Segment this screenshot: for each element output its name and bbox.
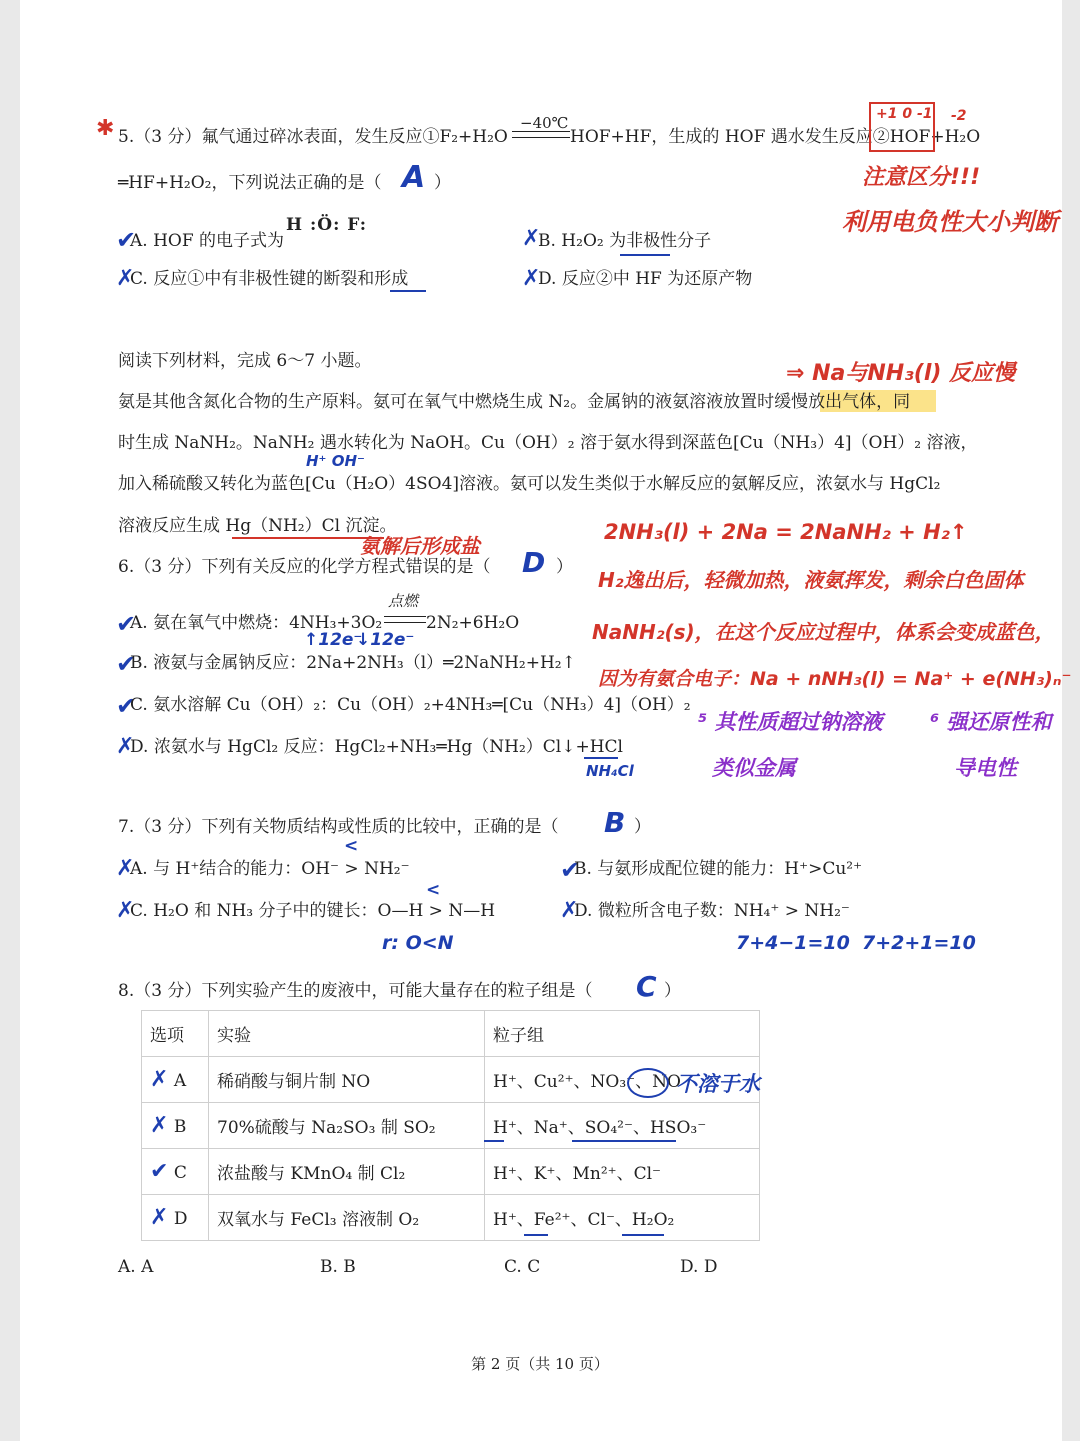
cross-icon: ✗ bbox=[116, 734, 135, 759]
q7-stem-end: ） bbox=[634, 817, 651, 837]
check-icon: ✔ bbox=[116, 692, 137, 720]
q6-option-a-end: 2N₂+6H₂O bbox=[426, 613, 520, 633]
underline-mark bbox=[572, 1140, 676, 1142]
red-note-line-3: NaNH₂(s)，在这个反应过程中，体系会变成蓝色， bbox=[592, 620, 1055, 644]
electron-note-1: ↑12e⁻ bbox=[304, 630, 363, 650]
q6-option-c: C. 氨水溶解 Cu（OH）₂：Cu（OH）₂+4NH₃═[Cu（NH₃）4]（OH）₂ bbox=[130, 695, 691, 715]
red-note-2: 利用电负性大小判断 bbox=[842, 208, 1058, 236]
option-label: D bbox=[173, 1209, 188, 1229]
purple-note-4: 导电性 bbox=[954, 756, 1017, 780]
check-icon: ✔ bbox=[116, 650, 137, 678]
q7-option-b: B. 与氨形成配位键的能力：H⁺>Cu²⁺ bbox=[574, 859, 863, 879]
table-cell-option: ✗ B bbox=[142, 1103, 209, 1149]
red-note-hcl: 氨解后形成盐 bbox=[360, 534, 480, 558]
q6-equal-arrow bbox=[384, 616, 426, 623]
q6-stem: 6.（3 分）下列有关反应的化学方程式错误的是（ bbox=[118, 557, 491, 577]
q5-option-c: C. 反应①中有非极性键的断裂和形成 bbox=[130, 269, 409, 289]
underline-mark bbox=[484, 1140, 504, 1142]
underline-mark bbox=[584, 757, 618, 759]
check-icon: ✔ bbox=[116, 226, 137, 254]
ion-note: H⁺ OH⁻ bbox=[306, 452, 365, 470]
table-row bbox=[142, 1195, 760, 1241]
table-header: 实验 bbox=[209, 1011, 485, 1057]
material-line-1: 氨是其他含氮化合物的生产原料。氨可在氧气中燃烧生成 N₂。金属钠的液氨溶液放置时缓慢放出气体，同 bbox=[118, 392, 911, 412]
purple-note-3: ⁶ 强还原性和 bbox=[930, 710, 1052, 734]
underline-mark bbox=[524, 1234, 548, 1236]
option-label: C bbox=[173, 1163, 187, 1183]
q6-option-b: B. 液氨与金属钠反应：2Na+2NH₃（l）═2NaNH₂+H₂↑ bbox=[130, 653, 576, 673]
table-header: 粒子组 bbox=[485, 1011, 760, 1057]
table-cell-experiment: 浓盐酸与 KMnO₄ 制 Cl₂ bbox=[209, 1149, 485, 1195]
underline-mark bbox=[620, 254, 670, 256]
q8-choice-c: C. C bbox=[504, 1257, 541, 1277]
cross-icon: ✗ bbox=[522, 226, 541, 251]
bond-radius-note: r: O<N bbox=[382, 932, 454, 954]
purple-note-1: ⁵ 其性质超过钠溶液 bbox=[698, 710, 883, 734]
less-than-note-2: < bbox=[426, 880, 441, 900]
option-label: B bbox=[173, 1117, 187, 1137]
red-equation-1: 2NH₃(l) + 2Na = 2NaNH₂ + H₂↑ bbox=[604, 520, 968, 544]
material-intro: 阅读下列材料，完成 6～7 小题。 bbox=[118, 351, 372, 371]
table-cell-option: ✗ D bbox=[142, 1195, 209, 1241]
electron-count-note-2: 7+2+1=10 bbox=[862, 932, 976, 954]
red-note-slow: ⇒ Na与NH₃(l) 反应慢 bbox=[786, 361, 1016, 386]
q8-stem: 8.（3 分）下列实验产生的废液中，可能大量存在的粒子组是（ bbox=[118, 981, 593, 1001]
q6-stem-end: ） bbox=[556, 557, 573, 577]
hof-lewis-structure: H :Ö: F: bbox=[286, 215, 367, 235]
material-line-3: 加入稀硫酸又转化为蓝色[Cu（H₂O）4SO4]溶液。氨可以发生类似于水解反应的氨解反应，浓氨水与 HgCl₂ bbox=[118, 474, 941, 494]
q5-answer: A bbox=[402, 160, 426, 195]
q6-option-d: D. 浓氨水与 HgCl₂ 反应：HgCl₂+NH₃═Hg（NH₂）Cl↓+HCl bbox=[130, 737, 623, 757]
cross-icon: ✗ bbox=[116, 856, 135, 881]
q7-option-d: D. 微粒所含电子数：NH₄⁺ > NH₂⁻ bbox=[574, 901, 850, 921]
table-header-row bbox=[142, 1011, 760, 1057]
star-mark-icon: ✱ bbox=[96, 116, 115, 141]
material-line-2: 时生成 NaNH₂。NaNH₂ 遇水转化为 NaOH。Cu（OH）₂ 溶于氨水得到深蓝色[Cu（NH₃）4]（OH）₂ 溶液， bbox=[118, 433, 978, 453]
q5-option-d: D. 反应②中 HF 为还原产物 bbox=[538, 269, 753, 289]
insoluble-note: 不溶于水 bbox=[676, 1072, 760, 1096]
check-icon: ✔ bbox=[116, 610, 137, 638]
q5-option-a: A. HOF 的电子式为 bbox=[130, 231, 285, 251]
cross-icon: ✗ bbox=[522, 266, 541, 291]
q5-stem-3: ═HF+H₂O₂，下列说法正确的是（ bbox=[118, 173, 382, 193]
table-cell-experiment: 双氧水与 FeCl₃ 溶液制 O₂ bbox=[209, 1195, 485, 1241]
q8-answer: C bbox=[636, 970, 657, 1003]
table-cell-option: ✔ C bbox=[142, 1149, 209, 1195]
cross-icon: ✗ bbox=[560, 898, 579, 923]
q8-table bbox=[141, 1010, 760, 1241]
purple-note-2: 类似金属 bbox=[712, 756, 796, 780]
q6-burn-condition: 点燃 bbox=[388, 592, 419, 610]
page-footer: 第 2 页（共 10 页） bbox=[471, 1355, 609, 1373]
check-icon: ✔ bbox=[560, 856, 581, 884]
underline-mark bbox=[622, 1234, 664, 1236]
q8-choice-d: D. D bbox=[680, 1257, 718, 1277]
option-label: A bbox=[173, 1071, 187, 1091]
q5-stem-end: ） bbox=[434, 173, 451, 193]
q8-choice-b: B. B bbox=[320, 1257, 356, 1277]
oxidation-state-note-2: -2 bbox=[951, 108, 967, 124]
cross-icon: ✗ bbox=[116, 898, 135, 923]
q5-stem-1: 5.（3 分）氟气通过碎冰表面，发生反应①F₂+H₂O bbox=[118, 127, 508, 147]
cross-icon: ✗ bbox=[116, 266, 135, 291]
table-row bbox=[142, 1149, 760, 1195]
nh4cl-note: NH₄Cl bbox=[586, 762, 634, 780]
q7-answer: B bbox=[604, 806, 626, 839]
less-than-note: < bbox=[344, 836, 359, 856]
table-header: 选项 bbox=[142, 1011, 209, 1057]
material-line-4: 溶液反应生成 Hg（NH₂）Cl 沉淀。 bbox=[118, 516, 397, 536]
table-cell-ions: H⁺、K⁺、Mn²⁺、Cl⁻ bbox=[485, 1149, 760, 1195]
q7-option-a: A. 与 H⁺结合的能力：OH⁻ > NH₂⁻ bbox=[130, 859, 410, 879]
q6-option-a: A. 氨在氧气中燃烧：4NH₃+3O₂ bbox=[130, 613, 383, 633]
q7-option-c: C. H₂O 和 NH₃ 分子中的键长：O—H > N—H bbox=[130, 901, 496, 921]
table-cell-option: ✗ A bbox=[142, 1057, 209, 1103]
no-circle-mark bbox=[627, 1068, 669, 1098]
q8-choice-a: A. A bbox=[118, 1257, 154, 1277]
table-cell-ions: H⁺、Na⁺、SO₄²⁻、HSO₃⁻ bbox=[485, 1103, 760, 1149]
q7-stem: 7.（3 分）下列有关物质结构或性质的比较中，正确的是（ bbox=[118, 817, 559, 837]
oxidation-state-note: +1 0 -1 bbox=[876, 106, 933, 122]
q5-equal-arrow bbox=[512, 131, 570, 138]
q5-arrow-condition: −40℃ bbox=[520, 114, 569, 132]
q8-stem-end: ） bbox=[664, 981, 681, 1001]
electron-note-2: ↓12e⁻ bbox=[356, 630, 415, 650]
electron-count-note-1: 7+4−1=10 bbox=[736, 932, 850, 954]
red-note-line-2: H₂逸出后，轻微加热，液氨挥发，剩余白色固体 bbox=[598, 568, 1024, 592]
table-cell-experiment: 70%硫酸与 Na₂SO₃ 制 SO₂ bbox=[209, 1103, 485, 1149]
q5-option-b: B. H₂O₂ 为非极性分子 bbox=[538, 231, 712, 251]
ion-group: H⁺、Cu²⁺、NO₃⁻、NO bbox=[493, 1072, 681, 1092]
q5-stem-2: HOF+HF，生成的 HOF 遇水发生反应②HOF+H₂O bbox=[570, 127, 981, 147]
underline-mark bbox=[390, 290, 426, 292]
q6-answer: D bbox=[522, 546, 546, 579]
table-cell-experiment: 稀硝酸与铜片制 NO bbox=[209, 1057, 485, 1103]
red-note-line-4: 因为有氨合电子：Na + nNH₃(l) = Na⁺ + e(NH₃)ₙ⁻ bbox=[598, 668, 1072, 690]
table-cell-ions: H⁺、Fe²⁺、Cl⁻、H₂O₂ bbox=[485, 1195, 760, 1241]
red-note-1: 注意区分!!! bbox=[862, 165, 981, 190]
